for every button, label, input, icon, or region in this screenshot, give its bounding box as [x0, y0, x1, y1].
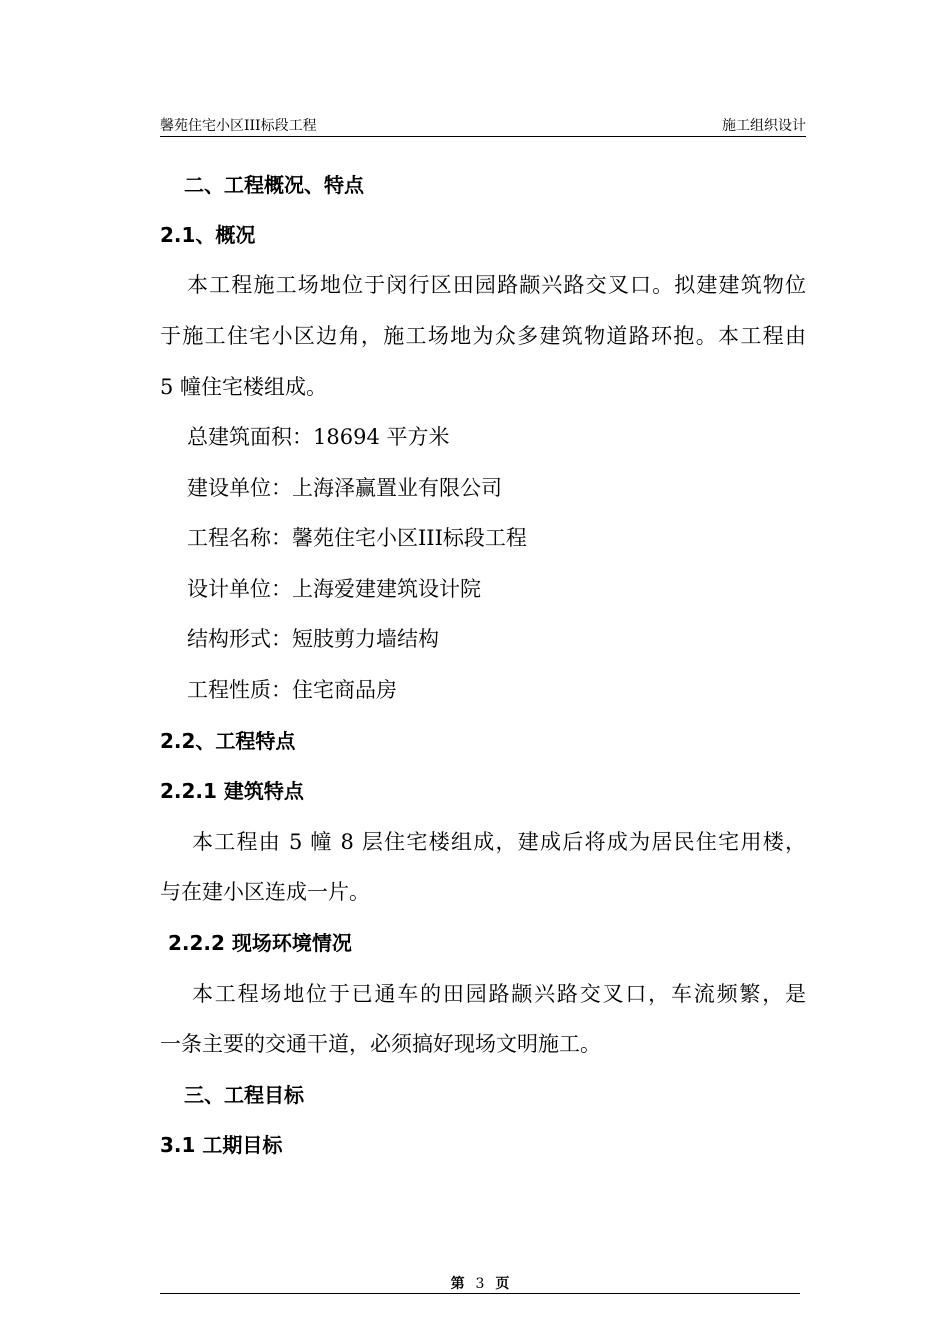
paragraph-features-line-1: 本工程由 5 幢 8 层住宅楼组成，建成后将成为居民住宅用楼， — [192, 830, 806, 854]
page-number: 3 — [475, 1276, 485, 1292]
header-document-type: 施工组织设计 — [722, 118, 806, 134]
section-heading-goals: 三、工程目标 — [184, 1083, 304, 1107]
paragraph-overview-line-1: 本工程施工场地位于闵行区田园路颛兴路交叉口。拟建建筑物位 — [187, 273, 806, 297]
design-unit: 设计单位：上海爱建建筑设计院 — [187, 577, 481, 601]
paragraph-environment-line-2: 一条主要的交通干道，必须搞好现场文明施工。 — [160, 1032, 601, 1056]
paragraph-overview-line-2: 于施工住宅小区边角，施工场地为众多建筑物道路环抱。本工程由 — [160, 324, 806, 348]
construction-unit: 建设单位：上海泽赢置业有限公司 — [187, 476, 502, 500]
subsection-heading-2-2: 2.2、工程特点 — [160, 729, 296, 753]
header-divider — [160, 136, 806, 137]
total-area: 总建筑面积：18694 平方米 — [187, 425, 450, 449]
subsection-heading-2-1: 2.1、概况 — [160, 223, 256, 247]
subsection-heading-2-2-1: 2.2.1 建筑特点 — [160, 779, 304, 803]
paragraph-overview-line-3: 5 幢住宅楼组成。 — [160, 375, 328, 399]
page-footer — [160, 1274, 800, 1294]
project-nature: 工程性质：住宅商品房 — [187, 678, 397, 702]
subsection-heading-2-2-2: 2.2.2 现场环境情况 — [168, 931, 352, 955]
footer-divider — [160, 1293, 800, 1294]
paragraph-environment-line-1: 本工程场地位于已通车的田园路颛兴路交叉口，车流频繁，是 — [192, 982, 806, 1006]
section-heading-overview: 二、工程概况、特点 — [184, 173, 364, 197]
page-header — [160, 116, 806, 136]
structure-type: 结构形式：短肢剪力墙结构 — [187, 627, 439, 651]
footer-suffix: 页 — [495, 1276, 510, 1292]
header-project-title: 馨苑住宅小区III标段工程 — [160, 118, 317, 134]
paragraph-features-line-2: 与在建小区连成一片。 — [160, 880, 370, 904]
subsection-heading-3-1: 3.1 工期目标 — [160, 1133, 283, 1157]
project-name: 工程名称：馨苑住宅小区III标段工程 — [187, 526, 527, 550]
footer-prefix: 第 — [450, 1276, 465, 1292]
